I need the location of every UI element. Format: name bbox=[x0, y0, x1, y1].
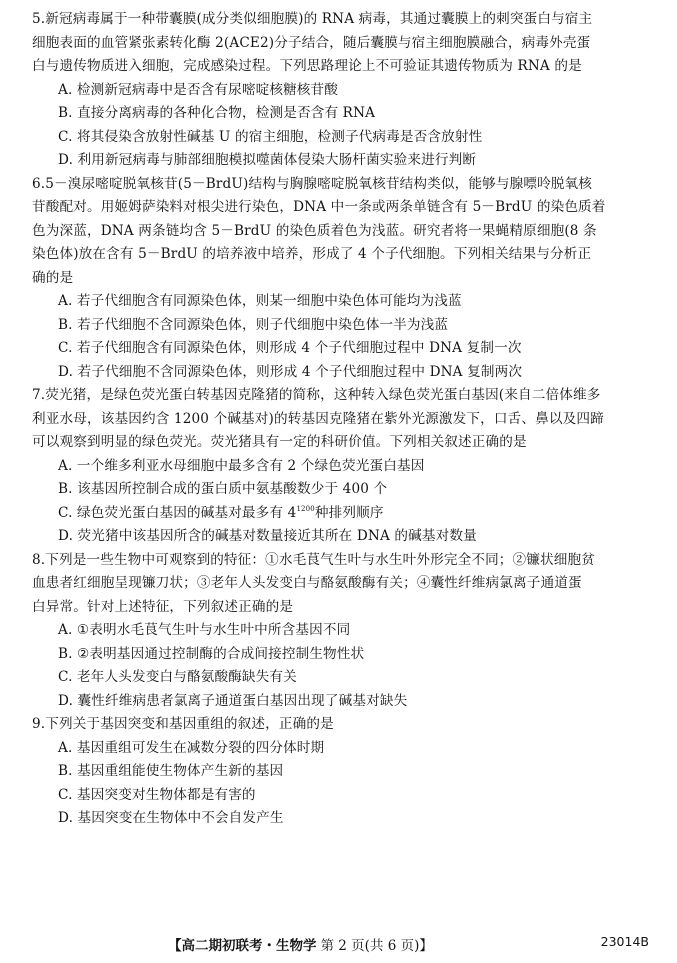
question-8-option-b: B. ②表明基因通过控制酶的合成间接控制生物性状 bbox=[58, 645, 365, 662]
question-6-option-a: A. 若子代细胞含有同源染色体，则某一细胞中染色体可能均为浅蓝 bbox=[58, 293, 462, 309]
question-9-option-c: C. 基因突变对生物体都是有害的 bbox=[58, 786, 256, 803]
question-6-option-b: B. 若子代细胞不含同源染色体，则子代细胞中染色体一半为浅蓝 bbox=[58, 316, 449, 333]
question-6-option-d: D. 若子代细胞不含同源染色体，则形成 4 个子代细胞过程中 DNA 复制两次 bbox=[58, 363, 523, 380]
question-9-stem-line: 9.下列关于基因突变和基因重组的叙述，正确的是 bbox=[32, 716, 334, 732]
question-9-option-a: A. 基因重组可发生在减数分裂的四分体时期 bbox=[58, 739, 325, 756]
footer-paper-code: 23014B bbox=[600, 934, 649, 949]
question-8-stem-line: 8.下列是一些生物中可观察到的特征：①水毛茛气生叶与水生叶外形完全不同；②镰状细胞贫 bbox=[32, 551, 596, 568]
page-footer bbox=[0, 934, 677, 954]
question-8-stem-line: 白异常。针对上述特征，下列叙述正确的是 bbox=[32, 598, 294, 615]
question-6 bbox=[32, 173, 654, 385]
question-8-stem-line: 血患者红细胞呈现镰刀状；③老年人头发变白与酪氨酸酶有关；④囊性纤维病氯离子通道蛋 bbox=[32, 575, 582, 591]
question-7-option-a: A. 一个维多利亚水母细胞中最多含有 2 个绿色荧光蛋白基因 bbox=[58, 457, 425, 474]
question-7-option-d: D. 荧光猪中该基因所含的碱基对数量接近其所在 DNA 的碱基对数量 bbox=[58, 528, 477, 544]
question-5-stem-line: 白与遗传物质进入细胞，完成感染过程。下列思路理论上不可验证其遗传物质为 RNA 的是 bbox=[32, 58, 582, 74]
footer-title: 【高二期初联考・生物学 bbox=[168, 938, 317, 954]
question-9-option-b: B. 基因重组能使生物体产生新的基因 bbox=[58, 763, 284, 779]
question-8-option-c: C. 老年人头发变白与酪氨酸酶缺失有关 bbox=[58, 669, 297, 685]
question-7-option-c-text: C. 绿色荧光蛋白基因的碱基对最多有 4 bbox=[58, 504, 297, 521]
question-list bbox=[32, 8, 654, 831]
question-7-option-c-tail: 种排列顺序 bbox=[314, 504, 384, 521]
question-7-stem-line: 可以观察到明显的绿色荧光。荧光猪具有一定的科研价值。下列相关叙述正确的是 bbox=[32, 434, 527, 450]
question-8-option-d: D. 囊性纤维病患者氯离子通道蛋白基因出现了碱基对缺失 bbox=[58, 692, 408, 709]
question-7-stem-line: 7.荧光猪，是绿色荧光蛋白转基因克隆猪的简称，这种转入绿色荧光蛋白基因(来自二倍体维多 bbox=[32, 387, 601, 403]
question-6-stem-line: 苷酸配对。用姬姆萨染料对根尖进行染色，DNA 中一条或两条单链含有 5－BrdU 的染色质着 bbox=[32, 199, 606, 215]
question-6-stem-line: 染色体)放在含有 5－BrdU 的培养液中培养，形成了 4 个子代细胞。下列相关结果与分析正 bbox=[32, 246, 592, 262]
question-8 bbox=[32, 549, 654, 714]
question-7 bbox=[32, 384, 654, 549]
question-6-option-c: C. 若子代细胞含有同源染色体，则形成 4 个子代细胞过程中 DNA 复制一次 bbox=[58, 340, 522, 356]
question-9 bbox=[32, 713, 654, 831]
question-5-option-d: D. 利用新冠病毒与肺部细胞模拟噬菌体侵染大肠杆菌实验来进行判断 bbox=[58, 152, 477, 168]
question-9-option-d: D. 基因突变在生物体中不会自发产生 bbox=[58, 810, 284, 826]
question-5-option-a: A. 检测新冠病毒中是否含有尿嘧啶核糖核苷酸 bbox=[58, 81, 339, 98]
footer-title-block bbox=[168, 934, 433, 954]
question-8-option-a: A. ①表明水毛茛气生叶与水生叶中所含基因不同 bbox=[58, 622, 351, 638]
question-6-stem-line: 确的是 bbox=[32, 269, 74, 286]
question-5 bbox=[32, 8, 654, 173]
question-5-stem-line: 细胞表面的血管紧张素转化酶 2(ACE2)分子结合，随后囊膜与宿主细胞膜融合，病毒外壳蛋 bbox=[32, 34, 591, 51]
question-7-option-b: B. 该基因所控制合成的蛋白质中氨基酸数少于 400 个 bbox=[58, 481, 388, 497]
question-5-stem-line: 5.新冠病毒属于一种带囊膜(成分类似细胞膜)的 RNA 病毒，其通过囊膜上的刺突蛋白与宿主 bbox=[32, 11, 593, 27]
question-6-stem-line: 色为深蓝，DNA 两条链均含 5－BrdU 的染色质着色为浅蓝。研究者将一果蝇精原细胞(8 条 bbox=[32, 222, 597, 239]
question-7-stem-line: 利亚水母，该基因约含 1200 个碱基对)的转基因克隆猪在紫外光源激发下，口舌、鼻以及四蹄 bbox=[32, 410, 604, 427]
question-5-option-c: C. 将其侵染含放射性碱基 U 的宿主细胞，检测子代病毒是否含放射性 bbox=[58, 128, 483, 145]
question-5-option-b: B. 直接分离病毒的各种化合物，检测是否含有 RNA bbox=[58, 105, 376, 121]
question-7-option-c bbox=[32, 502, 654, 526]
question-6-stem-line: 6.5－溴尿嘧啶脱氧核苷(5－BrdU)结构与胸腺嘧啶脱氧核苷结构类似，能够与腺嘌呤脱氧核 bbox=[32, 175, 593, 192]
footer-page-info: 第 2 页(共 6 页)】 bbox=[320, 938, 433, 954]
question-7-option-c-exponent: 1200 bbox=[296, 504, 315, 513]
